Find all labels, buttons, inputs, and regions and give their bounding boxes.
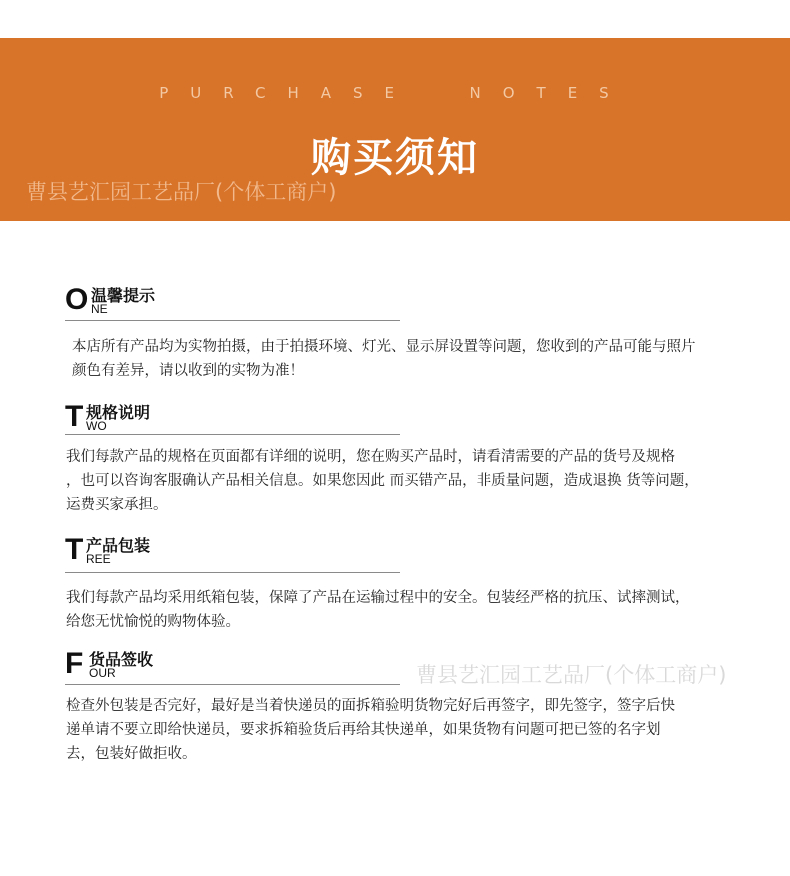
section-two-divider: [65, 434, 400, 435]
section-four-suffix: OUR: [89, 666, 116, 680]
section-two-text: [66, 445, 736, 517]
section-two-line: 运费买家承担。: [66, 497, 168, 513]
section-four-letter: F: [65, 647, 84, 680]
section-three-line: 给您无忧愉悦的购物体验。: [66, 614, 240, 630]
section-four-title: 货品签收: [89, 650, 154, 669]
section-two-letter: T: [65, 400, 84, 433]
shop-watermark-top: 曹县艺汇园工艺品厂(个体工商户): [26, 180, 337, 204]
section-one-text: [72, 335, 742, 383]
section-two-title: 规格说明: [86, 403, 151, 422]
section-one-title: 温馨提示: [91, 286, 156, 305]
section-four-line: 去，包装好做拒收。: [66, 746, 197, 762]
banner-subtitle: PURCHASE NOTES: [159, 84, 631, 102]
section-two-line: ，也可以咨询客服确认产品相关信息。如果您因此 而买错产品，非质量问题，造成退换 货等问题，: [66, 473, 699, 489]
section-three-suffix: REE: [86, 552, 111, 566]
section-four-line: 递单请不要立即给快递员，要求拆箱验货后再给其快递单，如果货物有问题可把已签的名字划: [66, 722, 661, 738]
section-four-divider: [65, 684, 400, 685]
banner-title: 购买须知: [311, 135, 479, 181]
section-three-letter: T: [65, 533, 84, 566]
shop-watermark-middle: 曹县艺汇园工艺品厂(个体工商户): [416, 663, 727, 687]
section-four-text: [66, 694, 736, 766]
section-one-line: 本店所有产品均为实物拍摄，由于拍摄环境、灯光、显示屏设置等问题，您收到的产品可能与照片: [72, 339, 696, 355]
section-one-letter: O: [65, 283, 89, 316]
section-two-suffix: WO: [86, 419, 107, 433]
section-one-line: 颜色有差异，请以收到的实物为准！: [72, 363, 304, 379]
section-one-divider: [65, 320, 400, 321]
section-three-line: 我们每款产品均采用纸箱包装，保障了产品在运输过程中的安全。包装经严格的抗压、试摔测试，: [66, 590, 690, 606]
section-three-text: [66, 586, 736, 634]
section-two-line: 我们每款产品的规格在页面都有详细的说明，您在购买产品时，请看清需要的产品的货号及规格: [66, 449, 675, 465]
section-three-divider: [65, 572, 400, 573]
section-one-suffix: NE: [91, 302, 108, 316]
section-three-title: 产品包装: [86, 536, 151, 555]
section-four-line: 检查外包装是否完好，最好是当着快递员的面拆箱验明货物完好后再签字，即先签字，签字后快: [66, 698, 675, 714]
